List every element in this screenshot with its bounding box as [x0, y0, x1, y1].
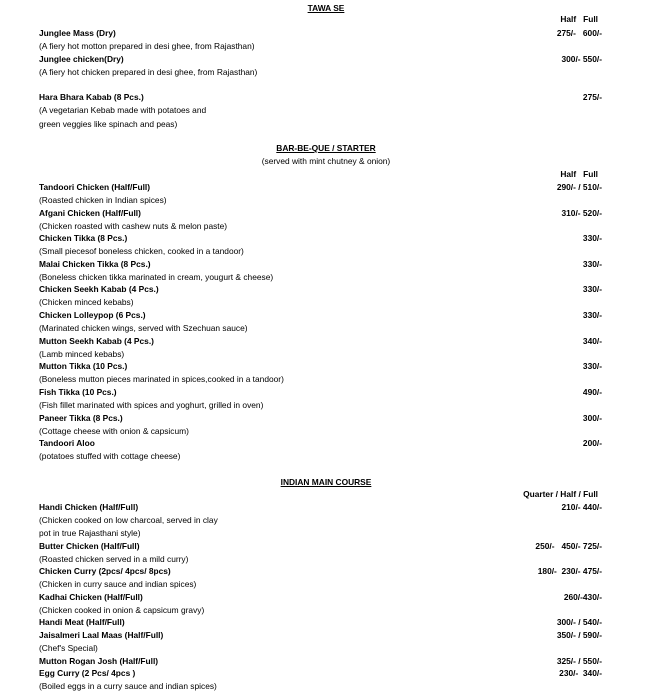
menu-item-price: 210/- 440/- — [561, 502, 602, 512]
menu-item-price: 250/- 450/- 725/- — [535, 541, 602, 551]
menu-item-price: 200/- — [582, 438, 602, 448]
menu-item-price: 290/- / 510/- — [556, 182, 602, 192]
menu-item-name: Jaisalmeri Laal Maas (Half/Full) — [39, 630, 164, 640]
menu-item-description: (Fish fillet marinated with spices and yoghurt, grilled in oven) — [39, 400, 264, 410]
menu-item-price: 490/- — [582, 387, 602, 397]
menu-item-name: Afgani Chicken (Half/Full) — [39, 208, 141, 218]
menu-item-name: Chicken Tikka (8 Pcs.) — [39, 233, 128, 243]
menu-item-price: 330/- — [582, 259, 602, 269]
menu-item-price: 300/- — [582, 413, 602, 423]
menu-item-price: 330/- — [582, 361, 602, 371]
menu-item-description: (Chef's Special) — [39, 643, 98, 653]
menu-item-price: 330/- — [582, 310, 602, 320]
menu-item-description: green veggies like spinach and peas) — [39, 119, 178, 129]
menu-item-price: 300/- / 540/- — [556, 617, 602, 627]
menu-item-name: Mutton Seekh Kabab (4 Pcs.) — [39, 336, 154, 346]
menu-item-name: Handi Meat (Half/Full) — [39, 617, 125, 627]
menu-item-name: Chicken Lolleypop (6 Pcs.) — [39, 310, 146, 320]
menu-item-description: (Roasted chicken served in a mild curry) — [39, 554, 189, 564]
menu-item-description: (Small piecesof boneless chicken, cooked in a tandoor) — [39, 246, 244, 256]
menu-item-name: Fish Tikka (10 Pcs.) — [39, 387, 117, 397]
menu-item-description: (potatoes stuffed with cottage cheese) — [39, 451, 181, 461]
menu-item-description: (Cottage cheese with onion & capsicum) — [39, 426, 189, 436]
section-title: INDIAN MAIN COURSE — [280, 477, 372, 487]
menu-item-price: 230/- 340/- — [559, 668, 602, 678]
menu-item-price: 340/- — [582, 336, 602, 346]
menu-item-price: 260/-430/- — [563, 592, 602, 602]
menu-item-description: (Roasted chicken in Indian spices) — [39, 195, 167, 205]
menu-item-price: 330/- — [582, 233, 602, 243]
menu-item-description: (Chicken cooked on low charcoal, served in clay — [39, 515, 218, 525]
menu-item-name: Malai Chicken Tikka (8 Pcs.) — [39, 259, 151, 269]
menu-item-name: Kadhai Chicken (Half/Full) — [39, 592, 143, 602]
menu-item-price: 330/- — [582, 284, 602, 294]
menu-item-name: Butter Chicken (Half/Full) — [39, 541, 140, 551]
menu-item-description: (Chicken in curry sauce and indian spices) — [39, 579, 197, 589]
menu-item-description: (Boneless mutton pieces marinated in spices,cooked in a tandoor) — [39, 374, 284, 384]
price-column-header: Half Full — [560, 169, 598, 179]
menu-item-description: (Chicken roasted with cashew nuts & melon paste) — [39, 221, 228, 231]
menu-item-description: (A fiery hot chicken prepared in desi ghee, from Rajasthan) — [39, 67, 258, 77]
menu-item-name: Chicken Seekh Kabab (4 Pcs.) — [39, 284, 159, 294]
menu-item-price: 275/- 600/- — [556, 28, 602, 38]
menu-item-description: (Chicken minced kebabs) — [39, 297, 134, 307]
menu-item-price: 300/- 550/- — [561, 54, 602, 64]
menu-item-description: (A vegetarian Kebab made with potatoes and — [39, 105, 207, 115]
menu-item-name: Hara Bhara Kabab (8 Pcs.) — [39, 92, 144, 102]
menu-item-price: 275/- — [582, 92, 602, 102]
menu-item-name: Egg Curry (2 Pcs/ 4pcs ) — [39, 668, 136, 678]
section-title: BAR-BE-QUE / STARTER — [276, 143, 376, 153]
menu-item-description: pot in true Rajasthani style) — [39, 528, 141, 538]
menu-item-price: 350/- / 590/- — [556, 630, 602, 640]
menu-item-price: 310/- 520/- — [561, 208, 602, 218]
menu-item-name: Paneer Tikka (8 Pcs.) — [39, 413, 123, 423]
menu-item-name: Tandoori Chicken (Half/Full) — [39, 182, 151, 192]
menu-item-description: (A fiery hot motton prepared in desi ghee, from Rajasthan) — [39, 41, 255, 51]
menu-item-name: Mutton Rogan Josh (Half/Full) — [39, 656, 159, 666]
menu-item-name: Junglee chicken(Dry) — [39, 54, 124, 64]
menu-item-description: (Lamb minced kebabs) — [39, 349, 125, 359]
menu-item-description: (Chicken cooked in onion & capsicum gravy) — [39, 605, 205, 615]
menu-item-name: Chicken Curry (2pcs/ 4pcs/ 8pcs) — [39, 566, 171, 576]
menu-item-name: Mutton Tikka (10 Pcs.) — [39, 361, 128, 371]
menu-item-name: Tandoori Aloo — [39, 438, 95, 448]
menu-item-description: (Boneless chicken tikka marinated in cream, yougurt & cheese) — [39, 272, 274, 282]
price-column-header: Quarter / Half / Full — [523, 489, 598, 499]
menu-item-description: (Boiled eggs in a curry sauce and indian spices) — [39, 681, 217, 691]
section-title: TAWA SE — [307, 3, 345, 13]
section-subtitle: (served with mint chutney & onion) — [261, 156, 391, 166]
price-column-header: Half Full — [560, 14, 598, 24]
menu-item-name: Junglee Mass (Dry) — [39, 28, 116, 38]
menu-item-price: 325/- / 550/- — [556, 656, 602, 666]
menu-item-description: (Marinated chicken wings, served with Szechuan sauce) — [39, 323, 248, 333]
menu-item-name: Handi Chicken (Half/Full) — [39, 502, 139, 512]
menu-item-price: 180/- 230/- 475/- — [537, 566, 602, 576]
